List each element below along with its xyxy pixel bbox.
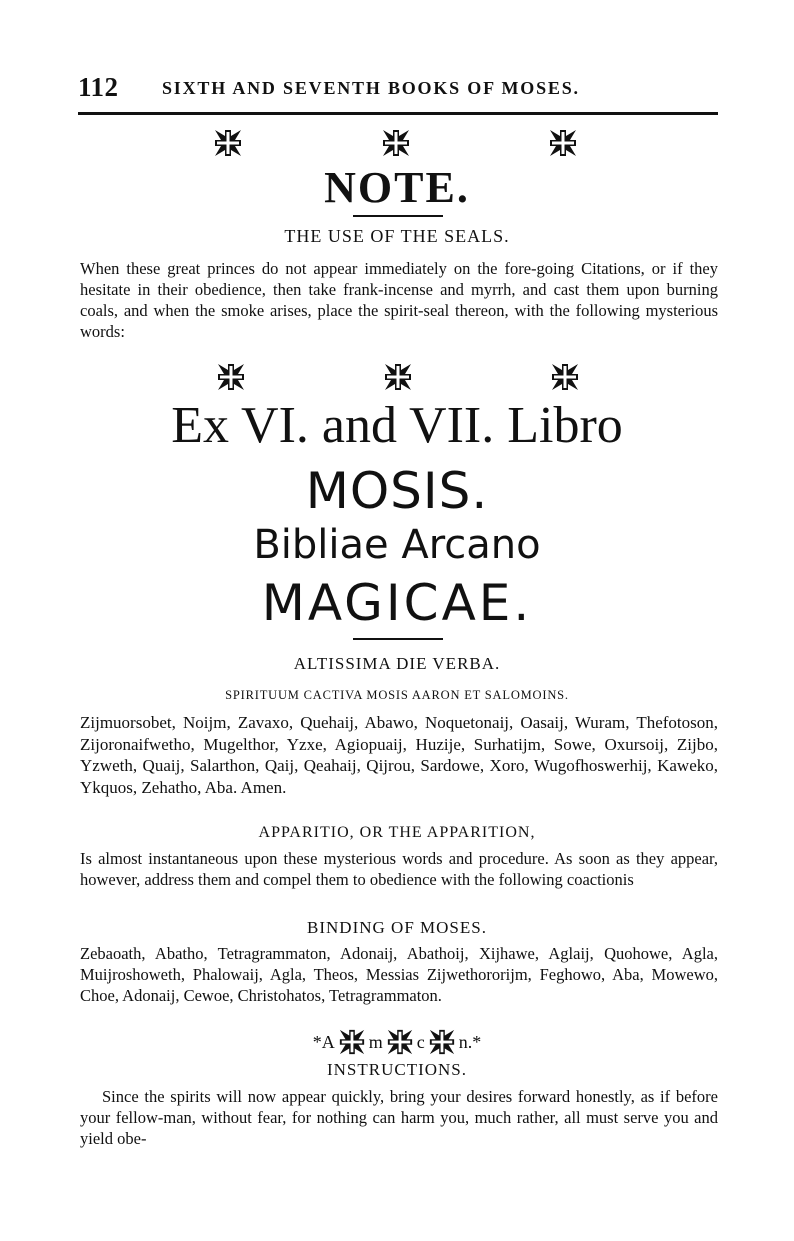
title-line-1: Ex VI. and VII. Libro [171, 397, 623, 454]
cross-pattee-icon [550, 362, 580, 392]
seal-part-1: *A [312, 1031, 335, 1052]
page-number: 112 [78, 72, 119, 102]
apparitio-heading: APPARITIO, OR THE APPARITION, [258, 824, 536, 841]
note-subtitle: THE USE OF THE SEALS. [284, 226, 510, 246]
cross-pattee-icon [386, 1028, 414, 1056]
divider [353, 215, 443, 217]
apparitio-text: Is almost instantaneous upon these mysterious words and procedure. As soon as they appear, however, address them and compel them to obedience with the following coactionis [80, 849, 718, 889]
header-rule [78, 112, 718, 115]
seal-part-3: c [416, 1031, 425, 1052]
binding-text: Zebaoath, Abatho, Tetragrammaton, Adonaij, Abathoij, Xijhawe, Aglaij, Quohowe, Agla, Muijroshoweth, Phalowaij, Agla, Theos, Messias Zijwethororijm, Feghowo, Aba, Mowewo, Choe, Adonaij, Cewoe, Christohatos, Tetragrammaton. [80, 944, 718, 1005]
cross-row-middle [200, 362, 600, 396]
note-title: NOTE. [324, 163, 470, 212]
cross-pattee-icon [428, 1028, 456, 1056]
divider [353, 638, 443, 640]
seal-formula [0, 1028, 794, 1062]
binding-heading: BINDING OF MOSES. [307, 918, 487, 937]
running-title: SIXTH AND SEVENTH BOOKS OF MOSES. [162, 78, 580, 98]
seal-part-2: m [368, 1031, 383, 1052]
title-line-2: MOSIS. [305, 462, 489, 520]
cross-pattee-icon [216, 362, 246, 392]
cross-pattee-icon [213, 128, 243, 158]
title-line-4: MAGICAE. [261, 574, 533, 632]
verba-heading: ALTISSIMA DIE VERBA. [293, 654, 501, 673]
note-paragraph: When these great princes do not appear immediately on the fore-going Citations, or if they hesitate in their obedience, then take frank-incense and myrrh, and cast them upon burning coals, and when the smoke arises, place the spirit-seal thereon, with the following mysterious words: [80, 259, 718, 341]
title-line-3: Bibliae Arcano [253, 522, 541, 568]
verba-subheading: SPIRITUUM CACTIVA MOSIS AARON ET SALOMOINS. [225, 688, 569, 702]
cross-pattee-icon [381, 128, 411, 158]
cross-pattee-icon [383, 362, 413, 392]
cross-row-top [200, 128, 600, 162]
instructions-heading: INSTRUCTIONS. [326, 1060, 468, 1079]
instructions-text: Since the spirits will now appear quickly, bring your desires forward honestly, as if before your fellow-man, without fear, for nothing can harm you, much rather, all must serve you and yield obe- [80, 1087, 718, 1148]
cross-pattee-icon [548, 128, 578, 158]
cross-pattee-icon [338, 1028, 366, 1056]
verba-text: Zijmuorsobet, Noijm, Zavaxo, Quehaij, Abawo, Noquetonaij, Oasaij, Wuram, Thefotoson, Zijoronaifwetho, Mugelthor, Yzxe, Agiopuaij, Huzije, Surhatijm, Sowe, Oxursoij, Zijbo, Yzweth, Quaij, Salarthon, Qaij, Qeahaij, Qijrou, Sardowe, Xoro, Wugofhoswerhij, Kaweko, Ykquos, Zehatho, Aba. Amen. [80, 713, 718, 797]
running-header [78, 70, 718, 106]
seal-part-4: n.* [458, 1031, 482, 1052]
